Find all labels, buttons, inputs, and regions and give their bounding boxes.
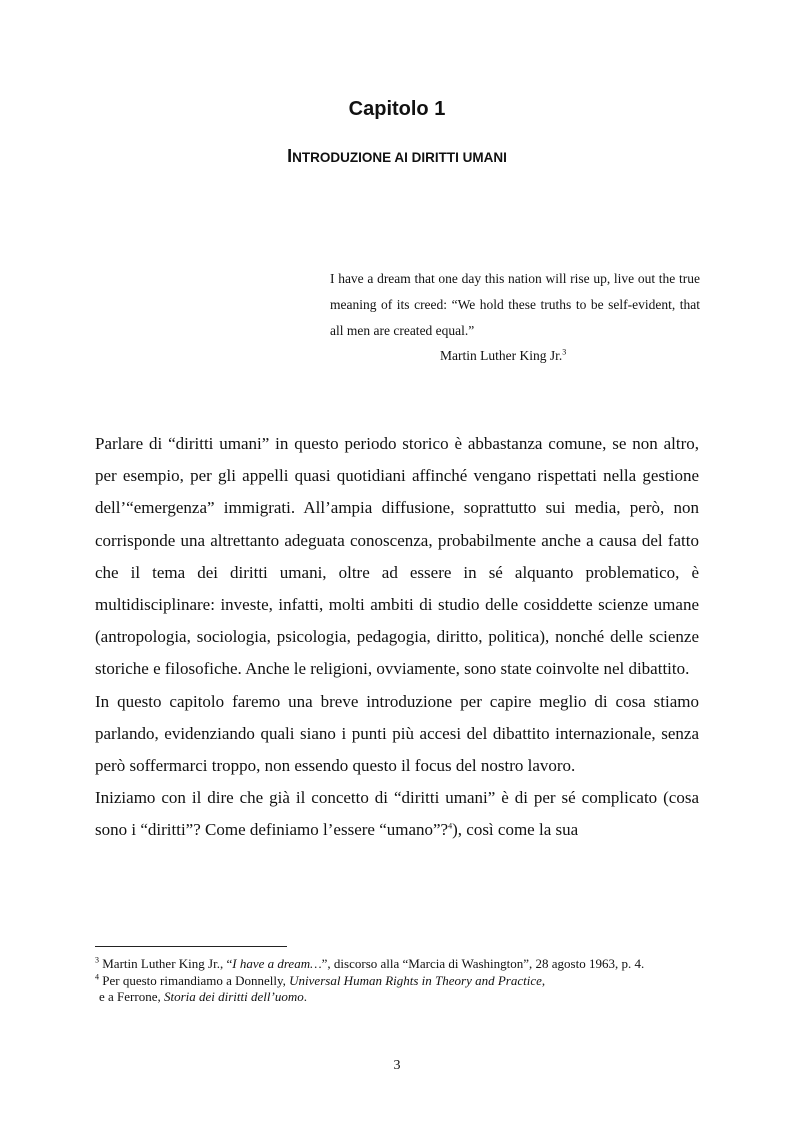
footnote-title: Storia dei diritti dell’uomo [163, 989, 304, 1004]
epigraph-author [440, 348, 566, 364]
epigraph-author-name: Martin Luther King Jr. [440, 348, 563, 363]
page-number: 3 [393, 1058, 401, 1073]
footnote-text: . [303, 989, 307, 1004]
footnote-ref-4[interactable]: 4 [448, 821, 453, 831]
paragraph: In questo capitolo faremo una breve introduzione per capire meglio di cosa stiamo parlando, evidenziando quali siano i punti più accesi del dibattito internazionale, senza però soffermarci troppo, non essendo questo il focus del nostro lavoro. [95, 691, 699, 776]
paragraph-text: Iniziamo con il dire che già il concetto di “diritti umani” è di per sé complicato (cosa sono i “diritti”? Come definiamo l’essere “umano”? [95, 788, 699, 840]
footnotes [95, 956, 699, 1006]
footnote-3 [95, 956, 699, 973]
footnote-number: 3 [95, 955, 99, 965]
chapter-subtitle [0, 146, 794, 167]
paragraph-text: ), così come la sua [452, 820, 579, 840]
chapter-subtitle-initial: I [287, 146, 293, 166]
footnote-title: I have a dream… [232, 956, 322, 971]
chapter-subtitle-rest: NTRODUZIONE AI DIRITTI UMANI [292, 150, 507, 165]
footnote-text: , [541, 972, 546, 988]
footnote-text: Per questo rimandiamo a Donnelly, [102, 972, 290, 988]
footnote-text: ”, discorso alla “Marcia di Washington”, 28 agosto 1963, p. 4. [321, 956, 645, 971]
footnote-text: Martin Luther King Jr., “ [102, 956, 233, 971]
footnote-4 [95, 973, 699, 1006]
footnote-title: Universal Human Rights in Theory and Practice [289, 972, 542, 988]
footnote-text: e a Ferrone, [99, 989, 164, 1004]
chapter-title: Capitolo 1 [348, 98, 446, 120]
footnote-ref-3[interactable]: 3 [562, 347, 567, 357]
footnote-number: 4 [95, 972, 99, 982]
paragraph [95, 782, 699, 846]
epigraph-quote: I have a dream that one day this nation will rise up, live out the true meaning of its creed: “We hold these truths to be self-evident, that all men are created equal.” [330, 271, 700, 338]
paragraph: Parlare di “diritti umani” in questo periodo storico è abbastanza comune, se non altro, per esempio, per gli appelli quasi quotidiani affinché vengano rispettati nella gestione dell’“emergenza” immigrati. All’ampia diffusione, soprattutto sui media, però, non corrisponde una altrettanto adeguata conoscenza, probabilmente anche a causa del fatto che il tema dei diritti umani, oltre ad essere in sé alquanto problematico, è multidisciplinare: investe, infatti, molti ambiti di studio delle cosiddette scienze umane (antropologia, sociologia, psicologia, pedagogia, diritto, politica), nonché delle scienze storiche e filosofiche. Anche le religioni, ovviamente, sono state coinvolte nel dibattito. [95, 434, 699, 679]
body-text [95, 428, 699, 847]
footnote-divider [95, 946, 287, 947]
